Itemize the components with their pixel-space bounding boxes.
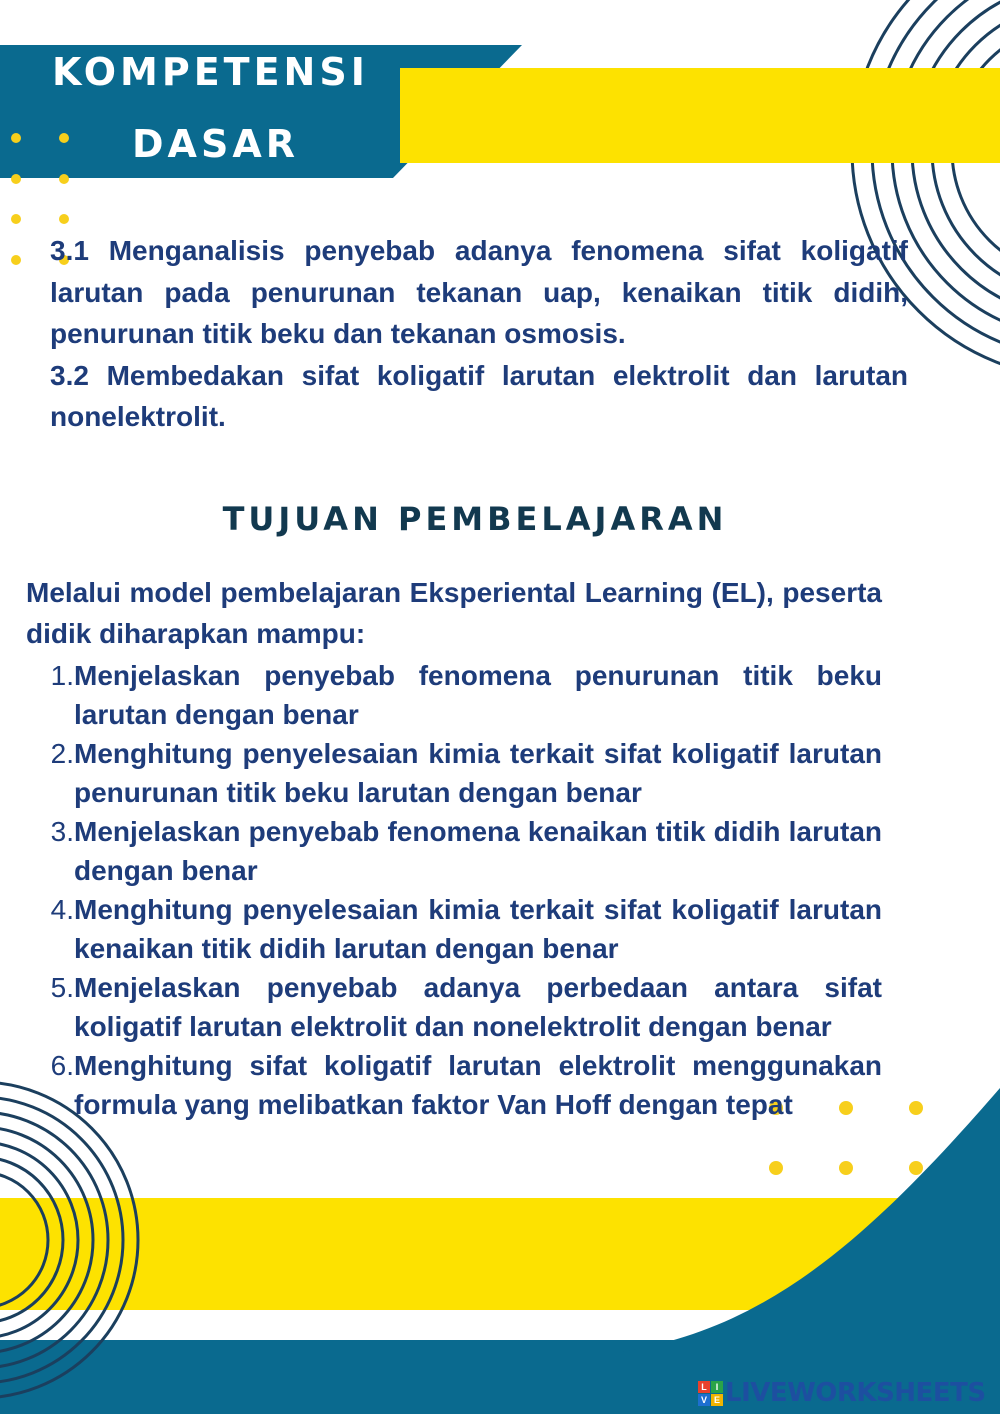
list-number: 1.	[50, 660, 74, 691]
kompetensi-list	[50, 230, 908, 438]
header-title-line2: DASAR	[132, 122, 299, 166]
list-text: Menghitung sifat koligatif larutan elektrolit menggunakan formula yang melibatkan faktor Van Hoff dengan tepat	[74, 1050, 882, 1120]
list-item	[26, 968, 882, 1046]
list-text: Menjelaskan penyebab fenomena kenaikan titik didih larutan dengan benar	[74, 816, 882, 886]
liveworksheets-logo[interactable]	[698, 1378, 986, 1408]
list-item	[26, 1046, 882, 1124]
liveworksheets-logo-text: LIVEWORKSHEETS	[725, 1378, 986, 1408]
tujuan-list	[26, 656, 882, 1124]
list-item	[26, 734, 882, 812]
list-number: 2.	[50, 738, 74, 769]
list-number: 5.	[50, 972, 74, 1003]
list-text: Menghitung penyelesaian kimia terkait sifat koligatif larutan penurunan titik beku larutan dengan benar	[74, 738, 882, 808]
kompetensi-item: 3.1 Menganalisis penyebab adanya fenomena sifat koligatif larutan pada penurunan tekanan uap, kenaikan titik didih, penurunan titik beku dan tekanan osmosis.	[50, 235, 908, 349]
list-item	[26, 656, 882, 734]
liveworksheets-logo-icon: L I V E	[698, 1381, 723, 1406]
header-title-line1: KOMPETENSI	[52, 50, 369, 94]
list-number: 3.	[50, 816, 74, 847]
list-item	[26, 812, 882, 890]
kompetensi-item: 3.2 Membedakan sifat koligatif larutan elektrolit dan larutan nonelektrolit.	[50, 359, 908, 432]
list-text: Menjelaskan penyebab fenomena penurunan titik beku larutan dengan benar	[74, 660, 882, 730]
tujuan-title: TUJUAN PEMBELAJARAN	[222, 500, 728, 538]
list-number: 4.	[50, 894, 74, 925]
list-number: 6.	[50, 1050, 74, 1081]
list-item	[26, 890, 882, 968]
tujuan-intro: Melalui model pembelajaran Eksperiental Learning (EL), peserta didik diharapkan mampu:	[26, 577, 882, 649]
list-text: Menghitung penyelesaian kimia terkait sifat koligatif larutan kenaikan titik didih larutan dengan benar	[74, 894, 882, 964]
list-text: Menjelaskan penyebab adanya perbedaan antara sifat koligatif larutan elektrolit dan nonelektrolit dengan benar	[74, 972, 882, 1042]
